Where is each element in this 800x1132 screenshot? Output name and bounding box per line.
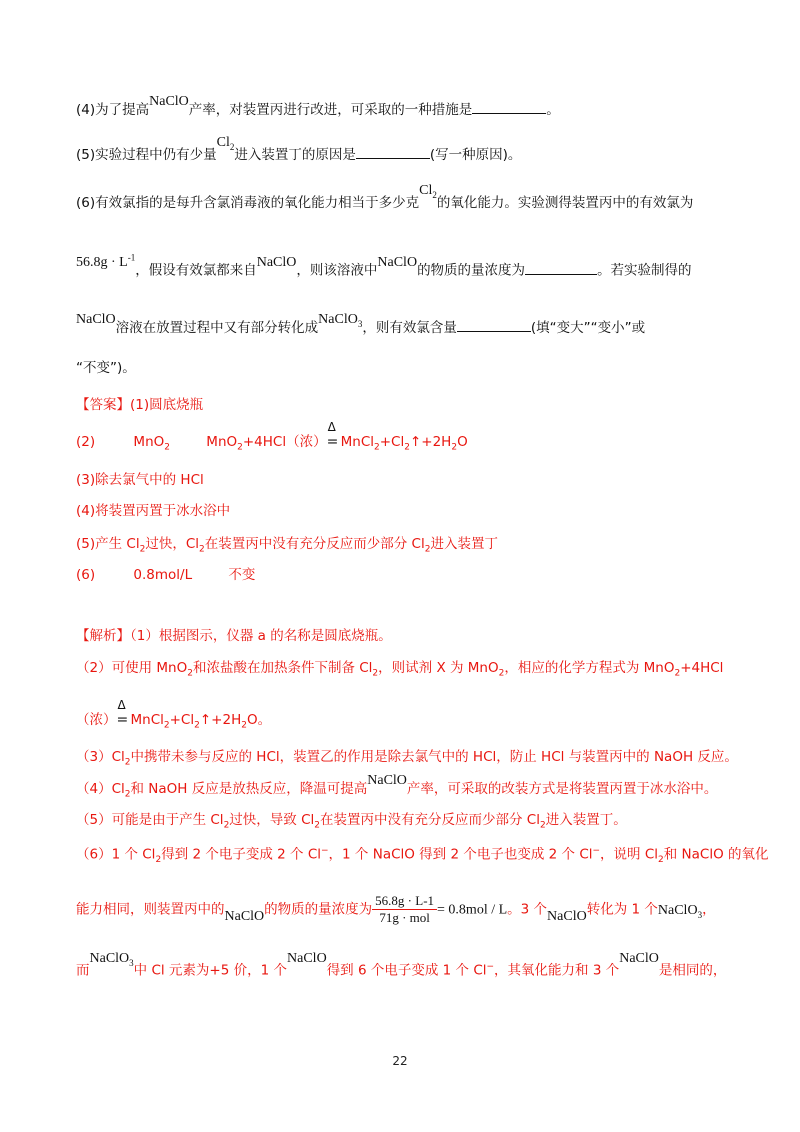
- formula-sub: 3: [697, 909, 703, 920]
- formula-text: NaClO: [657, 902, 698, 918]
- formula-naclo3: [318, 312, 362, 327]
- p5-text: 过快，导致 Cl: [229, 812, 315, 828]
- formula-naclo: NaClO: [224, 908, 265, 924]
- answer-6-concentration: 0.8mol/L: [133, 567, 193, 583]
- q5-text-d: (写一种原因)。: [429, 147, 522, 163]
- answer-blank[interactable]: [356, 144, 430, 159]
- analysis-4: [76, 773, 718, 805]
- question-4: [76, 94, 560, 121]
- answer-6-number: (6): [76, 567, 96, 583]
- formula-naclo3: [658, 903, 702, 918]
- analysis-2-line2: [76, 698, 272, 736]
- p5-sub: 2: [314, 820, 320, 831]
- formula-naclo: NaClO: [256, 254, 297, 270]
- p6-sub: 2: [155, 855, 162, 866]
- p7-text: 的物质的量浓度为: [264, 901, 373, 918]
- formula-sub: 2: [432, 189, 437, 200]
- p8-text: 得到 6 个电子变成 1 个 Cl: [326, 962, 487, 979]
- question-6-line3: [76, 312, 646, 343]
- p2-text: （2）可使用 MnO: [76, 660, 188, 676]
- p3-text: （3）Cl: [76, 749, 125, 765]
- formula-naclo: NaClO: [619, 950, 659, 966]
- p8-text: ，其氧化能力和 3 个: [494, 962, 620, 979]
- q4-text-c: 产率，对装置丙进行改进，可采取的一种措施是: [188, 102, 473, 118]
- p2l2-sub: 2: [163, 720, 170, 731]
- heating-arrow-icon: [326, 420, 341, 452]
- p5-text: 进入装置丁。: [545, 812, 627, 828]
- question-6-line1: [76, 183, 694, 218]
- p2-text: +4HCl: [680, 660, 724, 676]
- formula-naclo: NaClO: [287, 950, 327, 966]
- formula-cl2: [217, 135, 235, 150]
- q4-text-d: 。: [546, 102, 560, 118]
- eq-text: MnO: [206, 434, 238, 450]
- p2-sub: 2: [498, 668, 505, 679]
- formula-text: NaClO: [89, 950, 130, 966]
- p2l2-sub: 2: [241, 720, 247, 731]
- a5-text: 在装置丙中没有充分反应而少部分 Cl: [204, 536, 425, 552]
- p6-text: ，1 个 NaClO 得到 2 个电子也变成 2 个 Cl: [328, 846, 593, 863]
- q6-text-a: (6)有效氯指的是每升含氯消毒液的氧化能力相当于多少克: [76, 195, 420, 211]
- answer-4: [76, 501, 230, 521]
- eq-sub: 2: [374, 442, 380, 453]
- analysis-3: [76, 747, 738, 773]
- equals-symbol: =: [116, 712, 129, 728]
- p4-text: （4）Cl: [76, 781, 125, 797]
- p2l2-text: +Cl: [169, 712, 195, 728]
- p8-text: 是相同的，: [658, 962, 727, 979]
- p5-sub: 2: [539, 820, 546, 831]
- a5-text: 过快，Cl: [145, 536, 200, 552]
- answer-3: [76, 470, 204, 490]
- q5-text-a: (5)实验过程中仍有少量: [76, 147, 217, 163]
- formula-sub: 3: [357, 318, 363, 329]
- question-6-line2: [76, 252, 692, 282]
- answer-6-change: 不变: [228, 567, 256, 583]
- fraction-denominator: 71g · mol: [379, 910, 430, 925]
- p8-text: 中 Cl 元素为+5 价，1 个: [133, 962, 288, 979]
- q6-l2-text-b: ，假设有效氯都来自: [135, 262, 257, 279]
- formula-sub: 2: [229, 141, 235, 152]
- a5-text: 进入装置丁: [430, 536, 498, 552]
- p2-sub: 2: [674, 668, 681, 679]
- p7-text: 能力相同，则装置丙中的: [76, 901, 225, 918]
- eq-sub: 2: [451, 442, 458, 453]
- formula-cl: Cl: [419, 183, 433, 198]
- q6-l3-text-d: ，则有效氯含量: [362, 320, 457, 336]
- answer-6: [76, 565, 255, 585]
- p6-text: （6）1 个 Cl: [76, 846, 156, 863]
- p2l2-text: （浓）: [76, 712, 117, 728]
- question-6-line4: [76, 358, 136, 378]
- analysis-2: [76, 658, 723, 684]
- a5-text: (5)产生 Cl: [76, 536, 140, 552]
- p5-text: （5）可能是由于产生 Cl: [76, 812, 224, 828]
- delta-symbol: Δ: [117, 698, 126, 712]
- answer-2-reagent: [133, 434, 170, 453]
- p3-sub: 2: [124, 757, 131, 768]
- eq-sub: 2: [237, 442, 243, 453]
- value-text: 56.8g · L: [76, 254, 128, 270]
- eq-text: +4HCl（浓）: [242, 434, 327, 450]
- formula-naclo: NaClO: [149, 94, 189, 109]
- value-sup: -1: [127, 252, 136, 262]
- p6-sub: 2: [658, 855, 664, 866]
- p7-text: 。3 个: [507, 901, 548, 918]
- reagent-sub: 2: [164, 442, 170, 453]
- p8-text: 而: [76, 962, 90, 979]
- formula-naclo: NaClO: [547, 908, 587, 924]
- q6-l3-text-b: 溶液在放置过程中又有部分转化成: [115, 320, 319, 336]
- formula-naclo: NaClO: [367, 773, 407, 788]
- analysis-6: [76, 841, 769, 870]
- p2l2-text: MnCl: [130, 712, 164, 728]
- eq-sub: 2: [404, 442, 410, 453]
- formula-sub: 3: [129, 957, 134, 968]
- formula-naclo: NaClO: [377, 254, 418, 270]
- eq-text: MnCl: [340, 434, 374, 450]
- p2-text: ，相应的化学方程式为 MnO: [504, 660, 675, 676]
- answer-1: [76, 395, 203, 415]
- answer-blank[interactable]: [457, 317, 531, 332]
- p2l2-sub: 2: [194, 720, 200, 731]
- p6-text: 得到 2 个电子变成 2 个 Cl: [161, 846, 321, 863]
- answer-1-text: 【答案】(1)圆底烧瓶: [76, 397, 204, 413]
- q6-text-c: 的氧化能力。实验测得装置丙中的有效氯为: [436, 195, 694, 211]
- p4-text: 产率，可采取的改装方式是将装置丙置于冰水浴中。: [406, 781, 718, 797]
- eq-text: ↑+2H: [409, 434, 452, 450]
- p6-sup: −: [321, 846, 329, 856]
- q6-l4-text: “不变”)。: [76, 360, 136, 376]
- p2-sub: 2: [372, 668, 379, 679]
- formula-text: NaClO: [318, 312, 358, 327]
- p2l2-text: O。: [246, 712, 272, 728]
- p7-text: 转化为 1 个: [586, 901, 658, 918]
- analysis-7: [76, 893, 716, 926]
- formula-cl2: [419, 183, 437, 198]
- analysis-1: [76, 626, 392, 646]
- eq-text: +Cl: [379, 434, 405, 450]
- a5-sub: 2: [199, 544, 205, 555]
- p3-text: 中携带未参与反应的 HCl，装置乙的作用是除去氯气中的 HCl，防止 HCl 与装置丙中的 NaOH 反应。: [130, 749, 738, 765]
- p6-sup: −: [592, 846, 601, 856]
- formula-naclo: NaClO: [76, 312, 116, 327]
- a5-sub: 2: [139, 544, 146, 555]
- fraction-numerator: 56.8g · L-1: [372, 893, 437, 910]
- p6-text: 和 NaClO 的氧化: [663, 846, 769, 863]
- equals-symbol: =: [326, 434, 339, 450]
- answer-4-text: (4)将装置丙置于冰水浴中: [76, 503, 231, 519]
- answer-blank[interactable]: [525, 260, 597, 275]
- concentration-result: = 0.8mol / L: [437, 902, 508, 918]
- p2-sub: 2: [187, 668, 193, 679]
- analysis-5: [76, 810, 627, 836]
- p5-text: 在装置丙中没有充分反应而少部分 Cl: [320, 812, 540, 828]
- p7-text: ，: [702, 901, 716, 918]
- answer-5: [76, 534, 498, 560]
- question-5: [76, 135, 522, 170]
- analysis-8: [76, 950, 727, 985]
- formula-cl: Cl: [216, 135, 230, 150]
- p4-text: 和 NaOH 反应是放热反应，降温可提高: [130, 781, 368, 797]
- delta-symbol: Δ: [327, 420, 336, 434]
- answer-2-equation: [206, 420, 468, 453]
- q6-l2-text-d: ，则该溶液中: [296, 262, 378, 279]
- p4-sub: 2: [124, 789, 131, 800]
- analysis-1-text: 【解析】（1）根据图示，仪器 a 的名称是圆底烧瓶。: [76, 628, 392, 644]
- answer-blank[interactable]: [472, 99, 546, 114]
- p8-sup: −: [486, 962, 495, 972]
- reagent-text: MnO: [133, 434, 165, 450]
- p2l2-text: ↑+2H: [199, 712, 242, 728]
- concentration-fraction: [372, 893, 437, 926]
- formula-naclo3: [90, 951, 134, 966]
- q5-text-c: 进入装置丁的原因是: [234, 147, 356, 163]
- p6-text: ，说明 Cl: [600, 846, 659, 863]
- p2-text: ，则试剂 X 为 MnO: [378, 660, 499, 676]
- p5-sub: 2: [223, 820, 230, 831]
- q6-l2-text-g: 。若实验制得的: [597, 262, 692, 279]
- q6-l2-text-f: 的物质的量浓度为: [417, 262, 526, 279]
- value-effective-chlorine: [76, 252, 136, 270]
- q4-text-a: (4)为了提高: [76, 102, 150, 118]
- answer-3-text: (3)除去氯气中的 HCl: [76, 472, 204, 488]
- answer-2-number: (2): [76, 434, 96, 450]
- a5-sub: 2: [424, 544, 431, 555]
- q6-l3-text-e: (填“变大”“变小”或: [530, 320, 646, 336]
- p2-text: 和浓盐酸在加热条件下制备 Cl: [192, 660, 373, 676]
- answer-2: [76, 420, 468, 458]
- eq-text: O: [457, 434, 468, 450]
- heating-arrow-icon: [116, 698, 131, 730]
- page-number: 22: [392, 1054, 408, 1068]
